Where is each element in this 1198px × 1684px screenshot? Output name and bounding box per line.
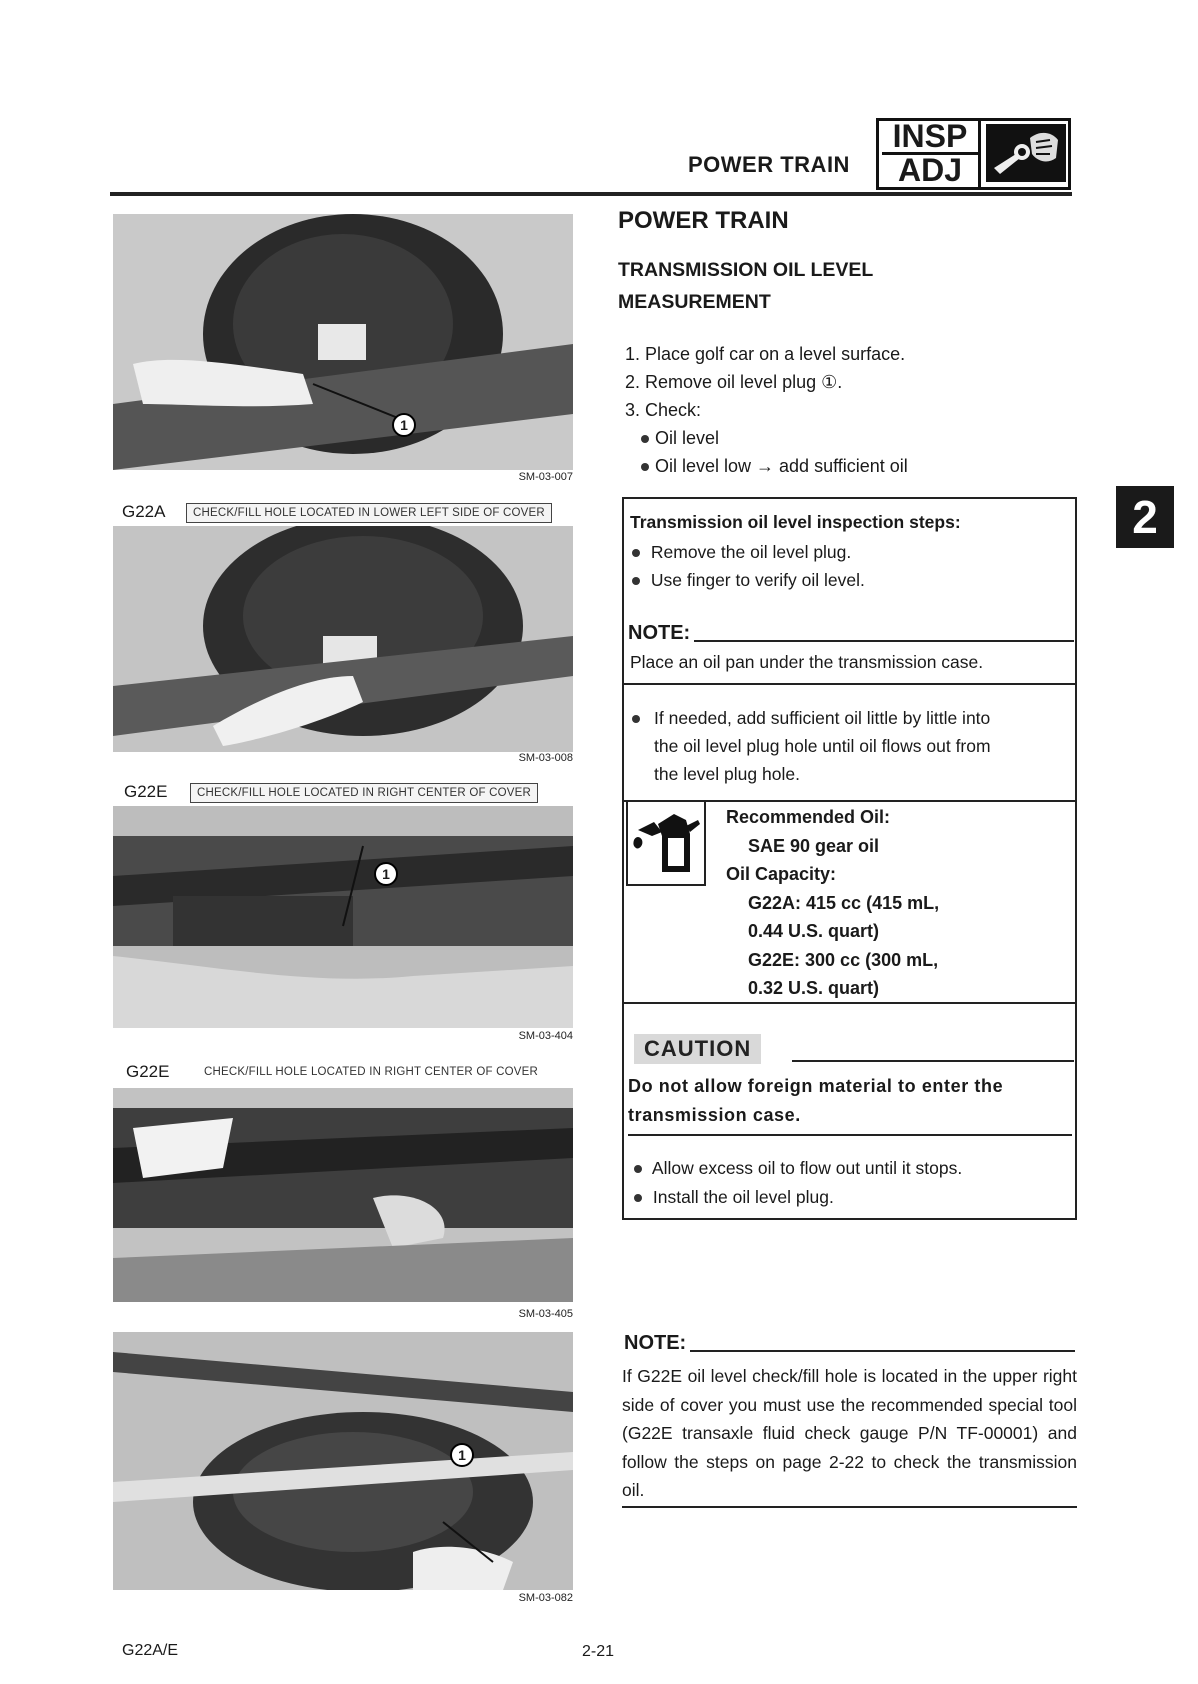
oil-spec-line: G22E: 300 cc (300 mL, (748, 949, 939, 970)
list-item (632, 704, 646, 732)
note-rule (690, 1350, 1075, 1352)
photo-caption: CHECK/FILL HOLE LOCATED IN LOWER LEFT SIDE OF COVER (186, 503, 552, 523)
photo-code: SM-03-405 (518, 1308, 573, 1320)
model-tag-g22e: G22E (126, 1062, 170, 1081)
oil-spec-line: G22A: 415 cc (415 mL, (748, 892, 940, 913)
bullet-icon (634, 1165, 642, 1173)
list-item (632, 538, 851, 566)
caution-bottom-rule (628, 1134, 1072, 1136)
bullet-icon (634, 1194, 642, 1202)
inspection-box-heading: Transmission oil level inspection steps: (630, 512, 961, 532)
wrench-hand-icon (986, 124, 1066, 182)
section-title: POWER TRAIN (618, 207, 789, 234)
oil-spec (726, 803, 939, 1003)
list-item-line: the oil level plug hole until oil flows out from (654, 736, 991, 756)
procedure-steps (625, 340, 908, 480)
step-1: 1. Place golf car on a level surface. (625, 344, 906, 364)
note-bottom-rule (622, 1506, 1077, 1508)
photo-code: SM-03-008 (518, 752, 573, 764)
oil-can-icon (626, 800, 706, 886)
chapter-tab: 2 (1116, 486, 1174, 548)
list-item-text: Install the oil level plug. (652, 1187, 834, 1207)
list-item (634, 1183, 834, 1211)
photo-oil-plug-2 (113, 526, 573, 752)
photo-oil-plug-1 (113, 214, 573, 470)
check-item (625, 452, 908, 480)
badge-insp-text: INSP (882, 120, 978, 155)
badge-divider (978, 118, 981, 190)
bullet-icon (641, 463, 649, 471)
bullet-icon (632, 577, 640, 585)
oil-spec-line: SAE 90 gear oil (748, 835, 880, 856)
check-item-text: Oil level low → add sufficient oil (655, 456, 908, 476)
callout-1-photo-5: 1 (450, 1443, 474, 1467)
callout-1-photo-1: 1 (392, 413, 416, 437)
photo-oil-plug-5 (113, 1332, 573, 1590)
bullet-icon (632, 715, 640, 723)
list-item (632, 566, 865, 594)
check-item-text: Oil level (655, 428, 720, 448)
note-text: If G22E oil level check/fill hole is located in the upper right side of cover you must use the recommended special tool (G22E transaxle fluid check gauge P/N TF-00001) and follow the steps on page 2-22 to check the transmission oil. (622, 1366, 1077, 1500)
caution-text: Do not allow foreign material to enter the transmission case. (628, 1076, 1004, 1125)
oil-spec-line: Recommended Oil: (726, 807, 891, 827)
list-item-line: the level plug hole. (654, 764, 800, 784)
photo-oil-plug-3 (113, 806, 573, 1028)
note-text: Place an oil pan under the transmission case. (630, 652, 984, 672)
header-rule (110, 192, 1072, 196)
step-2: 2. Remove oil level plug ①. (625, 372, 843, 392)
list-item-line: If needed, add sufficient oil little by little into (654, 708, 991, 728)
oil-spec-line: 0.44 U.S. quart) (748, 921, 880, 941)
list-item (634, 1154, 962, 1182)
list-item-text: Use finger to verify oil level. (650, 570, 865, 590)
photo-code: SM-03-082 (518, 1592, 573, 1604)
subsection-title (618, 254, 978, 318)
list-item-text: Allow excess oil to flow out until it stops. (651, 1158, 963, 1178)
oil-spec-line: Oil Capacity: (726, 864, 837, 884)
note-label: NOTE: (628, 622, 691, 644)
photo-code: SM-03-404 (518, 1030, 573, 1042)
caution-label: CAUTION (634, 1034, 761, 1064)
model-tag-g22a: G22A (122, 502, 166, 521)
check-item (625, 424, 908, 452)
divider (622, 1002, 1077, 1004)
note-rule (694, 640, 1074, 642)
bullet-icon (641, 435, 649, 443)
footer-model: G22A/E (122, 1642, 179, 1659)
photo-caption: CHECK/FILL HOLE LOCATED IN RIGHT CENTER OF COVER (204, 1066, 538, 1078)
oil-spec-line: 0.32 U.S. quart) (748, 978, 880, 998)
photo-caption: CHECK/FILL HOLE LOCATED IN RIGHT CENTER OF COVER (190, 783, 538, 803)
note-label: NOTE: (624, 1332, 687, 1354)
model-tag-g22e: G22E (124, 782, 168, 801)
bullet-icon (632, 549, 640, 557)
badge-adj-text: ADJ (897, 152, 962, 188)
list-item-text (654, 704, 1074, 788)
caution-rule (792, 1060, 1074, 1062)
photo-code: SM-03-007 (518, 471, 573, 483)
subsection-title-line1: TRANSMISSION OIL LEVEL (618, 259, 874, 281)
step-3: 3. Check: (625, 400, 702, 420)
divider (622, 683, 1077, 685)
subsection-title-line2: MEASUREMENT (618, 291, 771, 313)
header-section-label: POWER TRAIN (688, 152, 850, 177)
photo-oil-plug-4 (113, 1088, 573, 1302)
list-item-text: Remove the oil level plug. (650, 542, 852, 562)
page-number: 2-21 (582, 1643, 615, 1660)
callout-1-photo-3: 1 (374, 862, 398, 886)
